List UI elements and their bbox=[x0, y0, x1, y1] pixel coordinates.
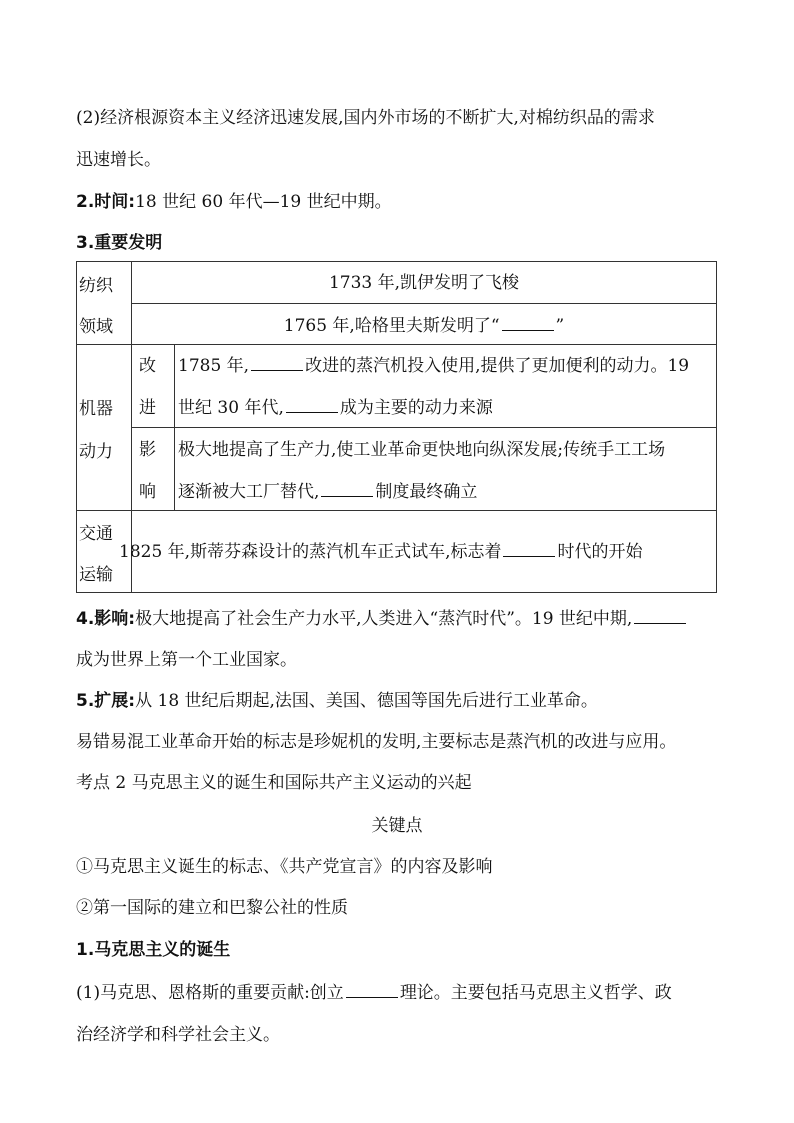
spinning-jenny-text-post: ” bbox=[555, 316, 565, 336]
key-point-2: ②第一国际的建立和巴黎公社的性质 bbox=[76, 898, 348, 918]
spinning-jenny-text-pre: 1765 年,哈格里夫斯发明了“ bbox=[283, 316, 500, 336]
table-cell-flying-shuttle bbox=[131, 261, 717, 304]
subsection-marxism-heading: 1.马克思主义的诞生 bbox=[76, 940, 231, 960]
table-cell-improve-content bbox=[174, 344, 717, 428]
section-extension-text: 从 18 世纪后期起,法国、美国、德国等国先后进行工业革命。 bbox=[135, 691, 598, 711]
table-cell-power-label bbox=[76, 344, 132, 511]
section-time bbox=[76, 190, 392, 214]
table-cell-transport-content bbox=[119, 510, 717, 593]
improve-line1 bbox=[178, 354, 689, 378]
kaodian-heading: 考点 2 马克思主义的诞生和国际共产主义运动的兴起 bbox=[76, 773, 472, 793]
section-impact-text: 极大地提高了社会生产力水平,人类进入“蒸汽时代”。19 世纪中期, bbox=[135, 609, 633, 629]
improve-line1-post: 改进的蒸汽机投入使用,提供了更加便利的动力。19 bbox=[305, 356, 690, 376]
impact-line2-post: 制度最终确立 bbox=[375, 482, 478, 502]
table-cell-spinning-jenny bbox=[131, 303, 717, 345]
paragraph-economic-root-line1: (2)经济根源资本主义经济迅速发展,国内外市场的不断扩大,对棉纺织品的需求 bbox=[76, 108, 655, 128]
inventions-table bbox=[76, 261, 717, 593]
flying-shuttle-text: 1733 年,凯伊发明了飞梭 bbox=[328, 273, 520, 293]
fill-blank bbox=[321, 480, 373, 497]
paragraph-economic-root-line2: 迅速增长。 bbox=[76, 150, 161, 170]
impact-line2 bbox=[178, 480, 477, 504]
transport-label-line2: 运输 bbox=[79, 565, 113, 585]
improve-line2-post: 成为主要的动力来源 bbox=[339, 398, 493, 418]
improve-line1-pre: 1785 年, bbox=[178, 356, 250, 376]
section-extension bbox=[76, 689, 598, 713]
textile-label-line2: 领域 bbox=[79, 317, 113, 337]
power-label-line1: 机器 bbox=[79, 399, 113, 419]
fill-blank bbox=[503, 540, 555, 557]
impact-line1: 极大地提高了生产力,使工业革命更快地向纵深发展;传统手工工场 bbox=[178, 440, 666, 460]
paragraph-marx-engels-line2: 治经济学和科学社会主义。 bbox=[76, 1025, 280, 1045]
improve-line2 bbox=[178, 396, 493, 420]
impact-line2-pre: 逐渐被大工厂替代, bbox=[178, 482, 320, 502]
section-time-label: 2.时间: bbox=[76, 192, 136, 212]
section-impact-label: 4.影响: bbox=[76, 609, 136, 629]
improve-line2-pre: 世纪 30 年代, bbox=[178, 398, 284, 418]
table-cell-impact-label bbox=[131, 427, 175, 511]
marx-engels-text-pre: (1)马克思、恩格斯的重要贡献:创立 bbox=[76, 983, 344, 1003]
impact-label-line2: 响 bbox=[139, 482, 156, 502]
section-impact bbox=[76, 607, 688, 631]
table-cell-improve-label bbox=[131, 344, 175, 428]
textile-label-line1: 纺织 bbox=[79, 276, 113, 296]
spinning-jenny-line bbox=[132, 314, 716, 338]
key-point-1: ①马克思主义诞生的标志、《共产党宣言》的内容及影响 bbox=[76, 857, 493, 877]
fill-blank bbox=[634, 607, 686, 624]
transport-label-line1: 交通 bbox=[79, 524, 113, 544]
power-label-line2: 动力 bbox=[79, 442, 113, 462]
marx-engels-text-post: 理论。主要包括马克思主义哲学、政 bbox=[399, 983, 672, 1003]
section-impact-line2: 成为世界上第一个工业国家。 bbox=[76, 650, 297, 670]
section-extension-label: 5.扩展: bbox=[76, 691, 136, 711]
fill-blank bbox=[502, 314, 554, 331]
paragraph-marx-engels-line1 bbox=[76, 981, 672, 1005]
key-points-title: 关键点 bbox=[371, 816, 423, 836]
table-cell-textile-label bbox=[76, 261, 132, 345]
section-inventions-heading: 3.重要发明 bbox=[76, 233, 163, 253]
fill-blank bbox=[346, 981, 398, 998]
transport-text-pre: 1825 年,斯蒂芬森设计的蒸汽机车正式试车,标志着 bbox=[119, 542, 502, 562]
transport-text-post: 时代的开始 bbox=[557, 542, 643, 562]
improve-label-line2: 进 bbox=[139, 398, 156, 418]
fill-blank bbox=[251, 354, 303, 371]
confusion-note: 易错易混工业革命开始的标志是珍妮机的发明,主要标志是蒸汽机的改进与应用。 bbox=[76, 732, 677, 752]
section-time-text: 18 世纪 60 年代—19 世纪中期。 bbox=[135, 192, 392, 212]
impact-label-line1: 影 bbox=[139, 440, 156, 460]
improve-label-line1: 改 bbox=[139, 356, 156, 376]
transport-line bbox=[119, 540, 642, 564]
fill-blank bbox=[286, 396, 338, 413]
table-cell-impact-content bbox=[174, 427, 717, 511]
